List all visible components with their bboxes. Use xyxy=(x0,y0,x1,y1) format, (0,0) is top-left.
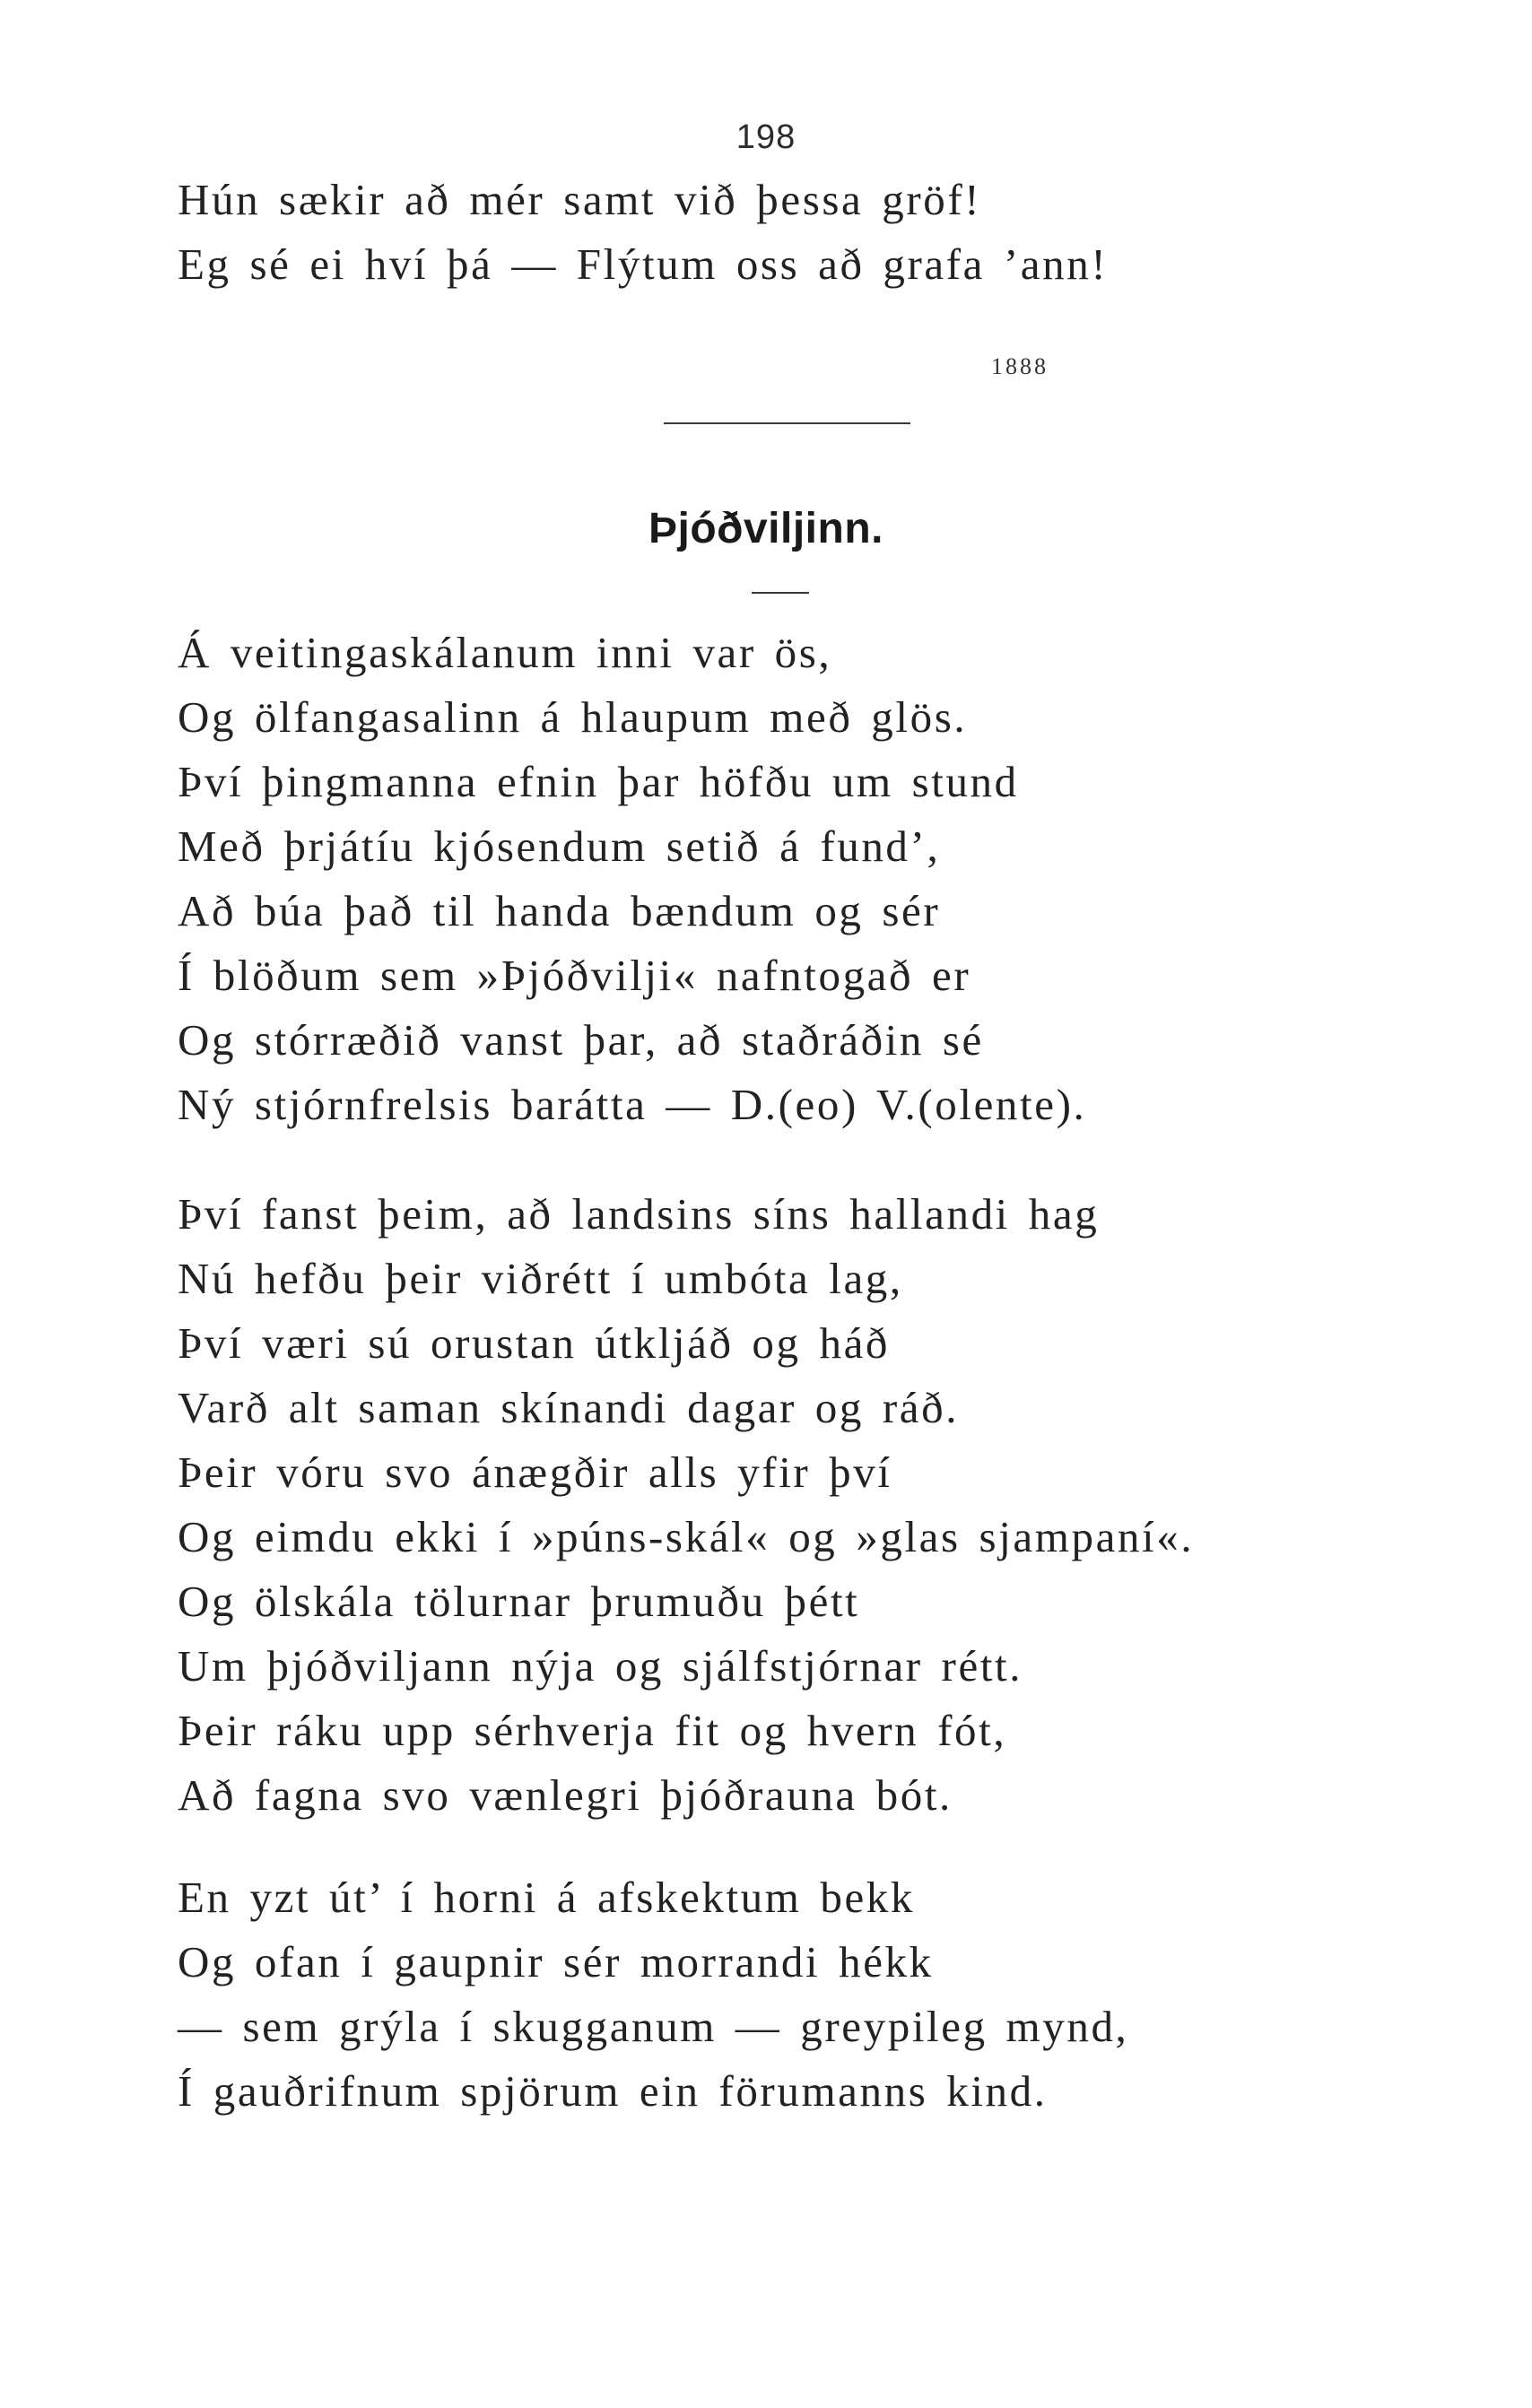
verse-line: Á veitingaskálanum inni var ös, xyxy=(178,628,832,677)
verse-line: Því væri sú orustan útkljáð og háð xyxy=(178,1318,891,1368)
stanza-3 xyxy=(178,1865,1128,2124)
verse-line: Og stórræðið vanst þar, að staðráðin sé xyxy=(178,1015,984,1065)
verse-line: Og eimdu ekki í »púns-skál« og »glas sjampaní«. xyxy=(178,1512,1195,1561)
previous-poem-ending xyxy=(178,168,1108,297)
page-number: 198 xyxy=(736,118,796,156)
stanza-1 xyxy=(178,621,1086,1137)
poem-title: Þjóðviljinn. xyxy=(648,505,884,552)
verse-line: Þeir ráku upp sérhverja fit og hvern fót, xyxy=(178,1706,1007,1755)
stanza-2 xyxy=(178,1182,1194,1828)
verse-line: Þeir vóru svo ánægðir alls yfir því xyxy=(178,1447,892,1497)
verse-line: Varð alt saman skínandi dagar og ráð. xyxy=(178,1383,960,1432)
title-divider xyxy=(752,592,809,594)
section-divider xyxy=(664,422,910,424)
verse-line: Því fanst þeim, að landsins síns hallandi hag xyxy=(178,1189,1100,1239)
verse-line: Og ölskála tölurnar þrumuðu þétt xyxy=(178,1577,860,1626)
verse-line: Í gauðrifnum spjörum ein förumanns kind. xyxy=(178,2066,1048,2116)
verse-line: Eg sé ei hví þá — Flýtum oss að grafa ’ann! xyxy=(178,239,1109,289)
verse-line: Í blöðum sem »Þjóðvilji« nafntogað er xyxy=(178,951,971,1000)
verse-line: Nú hefðu þeir viðrétt í umbóta lag, xyxy=(178,1254,903,1303)
verse-line: Að búa það til handa bændum og sér xyxy=(178,886,941,935)
poem-year: 1888 xyxy=(991,353,1049,379)
verse-line: Og ölfangasalinn á hlaupum með glös. xyxy=(178,692,968,742)
verse-line: — sem grýla í skugganum — greypileg mynd, xyxy=(178,2002,1129,2051)
verse-line: Um þjóðviljann nýja og sjálfstjórnar rétt. xyxy=(178,1641,1023,1691)
verse-line: Ný stjórnfrelsis barátta — D.(eo) V.(olente). xyxy=(178,1080,1087,1129)
verse-line: Hún sækir að mér samt við þessa gröf! xyxy=(178,175,982,224)
verse-line: En yzt út’ í horni á afskektum bekk xyxy=(178,1873,915,1922)
verse-line: Því þingmanna efnin þar höfðu um stund xyxy=(178,757,1019,806)
verse-line: Að fagna svo vænlegri þjóðrauna bót. xyxy=(178,1770,953,1820)
verse-line: Og ofan í gaupnir sér morrandi hékk xyxy=(178,1937,934,1986)
verse-line: Með þrjátíu kjósendum setið á fund’, xyxy=(178,822,941,871)
